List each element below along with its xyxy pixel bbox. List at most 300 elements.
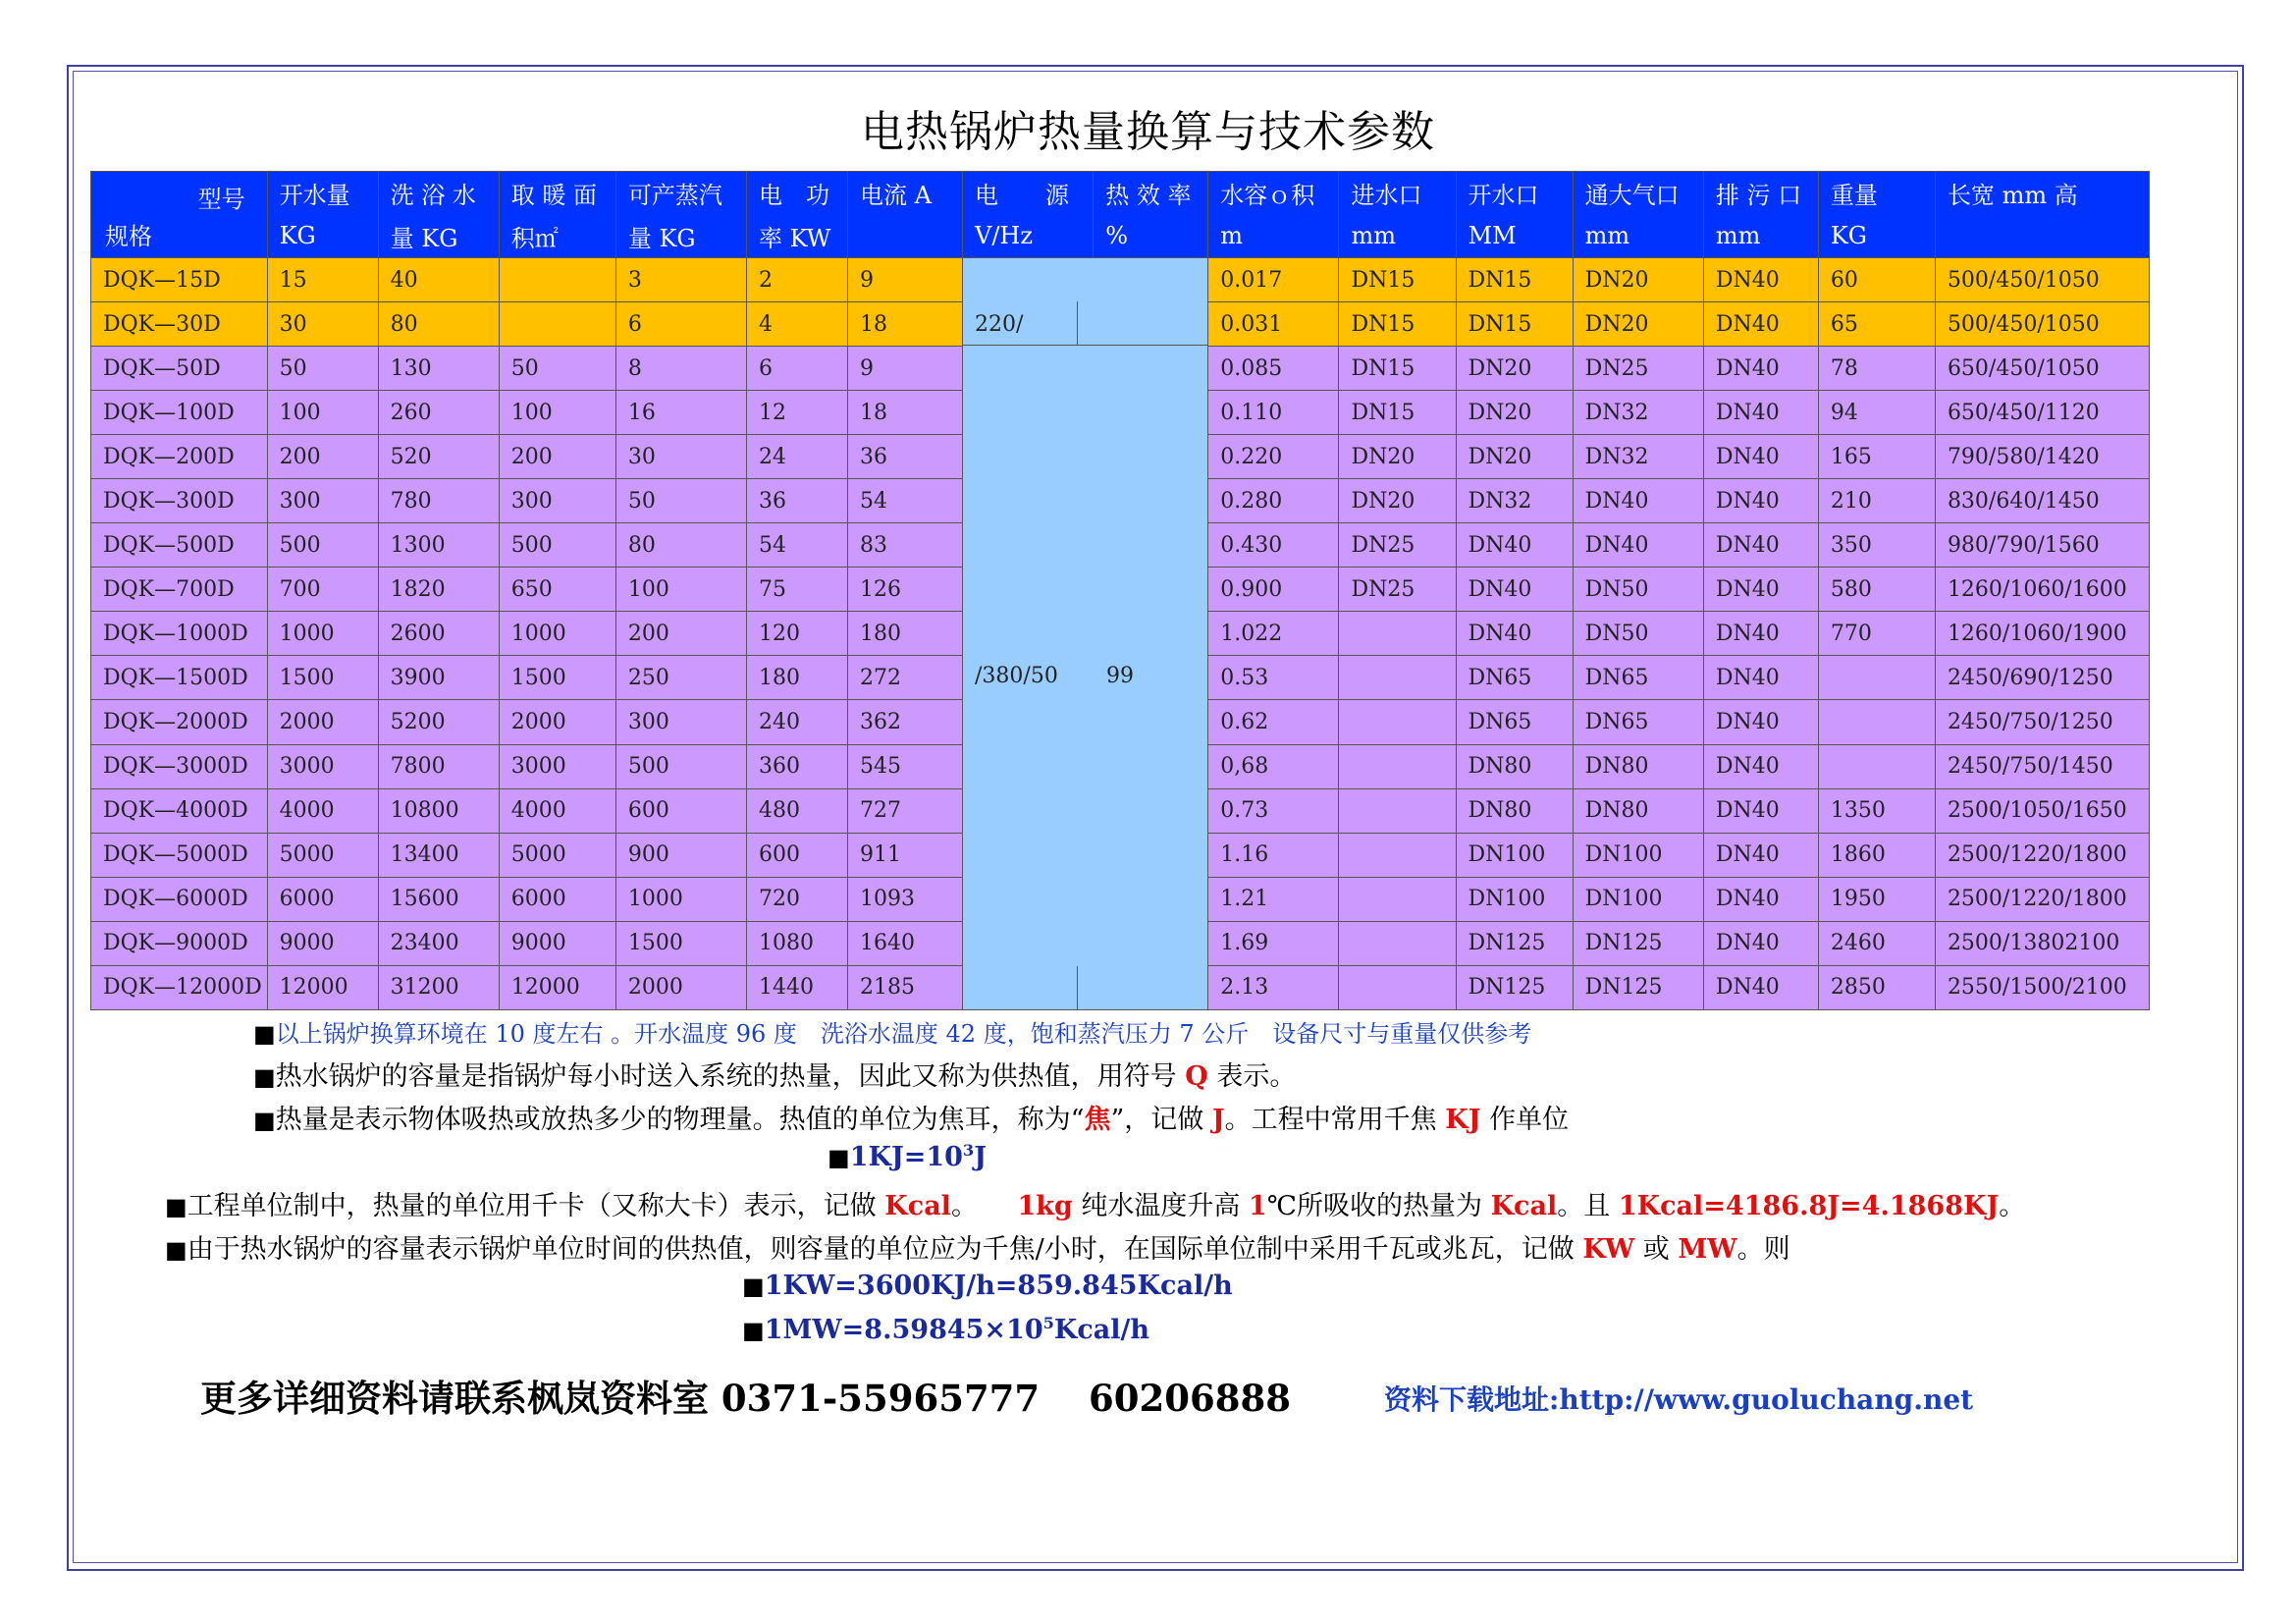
header-cell-top: 电 源 xyxy=(963,172,1094,215)
cell-water: 15 xyxy=(267,258,378,302)
cell-amp: 36 xyxy=(847,435,962,479)
cell-heat: 100 xyxy=(499,391,615,435)
cell-water: 9000 xyxy=(267,921,378,965)
header-corner-bottom: 规格 xyxy=(105,223,152,250)
bullet-square-icon: ■ xyxy=(742,1272,765,1300)
cell-kw: 12 xyxy=(747,391,848,435)
cell-size: 2450/690/1250 xyxy=(1935,656,2149,700)
note-kcal-mid: 纯水温度升高 xyxy=(1072,1191,1249,1221)
formula-kj-a: 1KJ=10 xyxy=(849,1142,963,1172)
cell-model: DQK—30D xyxy=(91,302,268,347)
cell-bath: 7800 xyxy=(378,744,499,788)
cell-bath: 10800 xyxy=(378,788,499,833)
cell-bath: 2600 xyxy=(378,612,499,656)
formula-kj-exp: 3 xyxy=(962,1141,975,1160)
cell-vol: 0.73 xyxy=(1208,788,1339,833)
cell-outlet: DN65 xyxy=(1456,700,1573,744)
header-corner-cell xyxy=(91,172,268,258)
header-cell-bottom: MM xyxy=(1456,215,1573,258)
header-cell-bottom: 率 KW xyxy=(747,215,848,258)
header-cell-top: 长宽 mm 高 xyxy=(1935,172,2149,215)
cell-model: DQK—100D xyxy=(91,391,268,435)
cell-model: DQK—50D xyxy=(91,347,268,391)
cell-bath: 3900 xyxy=(378,656,499,700)
cell-model: DQK—1000D xyxy=(91,612,268,656)
formula-kj-b: J xyxy=(974,1142,987,1172)
note-heat-text: 热量是表示物体吸热或放热多少的物理量。热值的单位为焦耳，称为“ xyxy=(275,1105,1085,1135)
formula-kw-text: 1KW=3600KJ/h=859.845Kcal/h xyxy=(764,1271,1233,1301)
unit-kcal: Kcal xyxy=(884,1191,951,1221)
formula-mw-b: Kcal/h xyxy=(1053,1315,1150,1345)
power-efficiency-cell xyxy=(963,258,1208,1010)
cell-bath: 780 xyxy=(378,479,499,523)
header-cell-bottom: mm xyxy=(1573,215,1703,258)
header-cell-top: 热 效 率 xyxy=(1094,172,1208,215)
cell-kw: 360 xyxy=(747,744,848,788)
power-voltage-top: 220/ xyxy=(975,312,1024,337)
cell-vent: DN65 xyxy=(1573,700,1703,744)
cell-weight: 1860 xyxy=(1818,833,1935,877)
cell-weight: 2460 xyxy=(1818,921,1935,965)
cell-weight: 770 xyxy=(1818,612,1935,656)
unit-kcal-2: Kcal xyxy=(1490,1191,1558,1221)
note-capacity-text: 热水锅炉的容量是指锅炉每小时送入系统的热量，因此又称为供热值，用符号 xyxy=(275,1061,1186,1092)
cell-vent: DN40 xyxy=(1573,523,1703,568)
cell-heat: 9000 xyxy=(499,921,615,965)
cell-vol: 0.280 xyxy=(1208,479,1339,523)
cell-drain: DN40 xyxy=(1703,479,1818,523)
note-conditions xyxy=(253,1014,1531,1049)
cell-bath: 40 xyxy=(378,258,499,302)
unit-kw: KW xyxy=(1582,1234,1635,1265)
cell-drain: DN40 xyxy=(1703,523,1818,568)
formula-mw xyxy=(742,1314,1149,1345)
cell-weight: 65 xyxy=(1818,302,1935,347)
term-1: 1 xyxy=(1249,1191,1267,1221)
cell-outlet: DN80 xyxy=(1456,744,1573,788)
cell-vent: DN80 xyxy=(1573,744,1703,788)
cell-bath: 80 xyxy=(378,302,499,347)
cell-bath: 1820 xyxy=(378,568,499,612)
power-divider-h xyxy=(963,345,1207,346)
cell-weight xyxy=(1818,744,1935,788)
note-kw-text: 由于热水锅炉的容量表示锅炉单位时间的供热值，则容量的单位应为千焦/小时，在国际单位制中采用千瓦或兆瓦，记做 xyxy=(187,1234,1583,1265)
symbol-q: Q xyxy=(1185,1061,1208,1092)
cell-heat: 3000 xyxy=(499,744,615,788)
table-header xyxy=(91,172,2150,258)
cell-model: DQK—300D xyxy=(91,479,268,523)
cell-heat: 6000 xyxy=(499,877,615,921)
cell-amp: 2185 xyxy=(847,965,962,1009)
cell-size: 2500/13802100 xyxy=(1935,921,2149,965)
header-cell-bottom: KG xyxy=(267,215,378,258)
cell-weight: 210 xyxy=(1818,479,1935,523)
cell-heat: 50 xyxy=(499,347,615,391)
cell-heat: 200 xyxy=(499,435,615,479)
cell-kw: 1080 xyxy=(747,921,848,965)
formula-kw xyxy=(742,1271,1233,1301)
cell-kw: 600 xyxy=(747,833,848,877)
cell-inlet: DN15 xyxy=(1339,258,1456,302)
cell-model: DQK—6000D xyxy=(91,877,268,921)
cell-outlet: DN80 xyxy=(1456,788,1573,833)
note-kw-mw xyxy=(165,1227,1790,1266)
cell-drain: DN40 xyxy=(1703,391,1818,435)
cell-model: DQK—5000D xyxy=(91,833,268,877)
header-cell-top: 电 功 xyxy=(747,172,848,215)
cell-kw: 4 xyxy=(747,302,848,347)
cell-bath: 520 xyxy=(378,435,499,479)
cell-bath: 13400 xyxy=(378,833,499,877)
cell-steam: 50 xyxy=(615,479,746,523)
cell-water: 2000 xyxy=(267,700,378,744)
cell-outlet: DN100 xyxy=(1456,833,1573,877)
cell-drain: DN40 xyxy=(1703,347,1818,391)
bullet-square-icon: ■ xyxy=(253,1107,276,1134)
term-jiao: 焦 xyxy=(1084,1105,1111,1135)
cell-drain: DN40 xyxy=(1703,877,1818,921)
cell-model: DQK—15D xyxy=(91,258,268,302)
cell-vol: 1.69 xyxy=(1208,921,1339,965)
cell-model: DQK—2000D xyxy=(91,700,268,744)
term-1kg: 1kg xyxy=(1017,1191,1073,1221)
cell-steam: 300 xyxy=(615,700,746,744)
cell-kw: 6 xyxy=(747,347,848,391)
cell-amp: 54 xyxy=(847,479,962,523)
cell-water: 5000 xyxy=(267,833,378,877)
cell-vol: 0.220 xyxy=(1208,435,1339,479)
cell-weight: 350 xyxy=(1818,523,1935,568)
spec-table xyxy=(90,171,2150,1010)
cell-steam: 900 xyxy=(615,833,746,877)
cell-model: DQK—12000D xyxy=(91,965,268,1009)
cell-outlet: DN40 xyxy=(1456,612,1573,656)
cell-drain: DN40 xyxy=(1703,833,1818,877)
cell-outlet: DN65 xyxy=(1456,656,1573,700)
cell-vol: 0.085 xyxy=(1208,347,1339,391)
cell-outlet: DN40 xyxy=(1456,523,1573,568)
bullet-square-icon: ■ xyxy=(828,1144,850,1171)
cell-outlet: DN40 xyxy=(1456,568,1573,612)
cell-steam: 200 xyxy=(615,612,746,656)
header-cell-top: 可产蒸汽 xyxy=(615,172,746,215)
cell-bath: 23400 xyxy=(378,921,499,965)
cell-steam: 600 xyxy=(615,788,746,833)
cell-vol: 1.16 xyxy=(1208,833,1339,877)
note-kcal xyxy=(165,1184,2025,1222)
cell-outlet: DN125 xyxy=(1456,965,1573,1009)
cell-water: 6000 xyxy=(267,877,378,921)
cell-heat: 1500 xyxy=(499,656,615,700)
cell-bath: 5200 xyxy=(378,700,499,744)
cell-steam: 30 xyxy=(615,435,746,479)
cell-inlet: DN20 xyxy=(1339,479,1456,523)
cell-size: 980/790/1560 xyxy=(1935,523,2149,568)
cell-amp: 545 xyxy=(847,744,962,788)
cell-water: 700 xyxy=(267,568,378,612)
cell-outlet: DN20 xyxy=(1456,347,1573,391)
note-heat-mid2: 。工程中常用千焦 xyxy=(1224,1105,1446,1135)
cell-vol: 0.53 xyxy=(1208,656,1339,700)
cell-model: DQK—9000D xyxy=(91,921,268,965)
cell-outlet: DN125 xyxy=(1456,921,1573,965)
note-capacity-tail: 表示。 xyxy=(1207,1061,1297,1092)
cell-kw: 240 xyxy=(747,700,848,744)
cell-kw: 120 xyxy=(747,612,848,656)
cell-water: 3000 xyxy=(267,744,378,788)
cell-amp: 18 xyxy=(847,391,962,435)
cell-water: 30 xyxy=(267,302,378,347)
cell-drain: DN40 xyxy=(1703,258,1818,302)
cell-vol: 0.62 xyxy=(1208,700,1339,744)
cell-amp: 180 xyxy=(847,612,962,656)
power-voltage-main: /380/50 xyxy=(975,663,1058,688)
header-cell-top: 取 暖 面 xyxy=(499,172,615,215)
cell-vol: 0.031 xyxy=(1208,302,1339,347)
cell-vent: DN40 xyxy=(1573,479,1703,523)
cell-steam: 1500 xyxy=(615,921,746,965)
header-cell-top: 重量 xyxy=(1818,172,1935,215)
cell-model: DQK—700D xyxy=(91,568,268,612)
cell-water: 100 xyxy=(267,391,378,435)
note-heat-tail: 作单位 xyxy=(1480,1105,1570,1135)
cell-amp: 911 xyxy=(847,833,962,877)
header-cell-top: 进水口 xyxy=(1339,172,1456,215)
formula-mw-a: 1MW=8.59845×10 xyxy=(764,1315,1043,1345)
header-cell-top: 水容ｏ积 xyxy=(1208,172,1339,215)
note-kcal-text: 工程单位制中，热量的单位用千卡（又称大卡）表示，记做 xyxy=(187,1191,885,1221)
efficiency-value: 99 xyxy=(1106,663,1134,688)
cell-kw: 720 xyxy=(747,877,848,921)
cell-outlet: DN15 xyxy=(1456,302,1573,347)
cell-inlet xyxy=(1339,612,1456,656)
cell-weight: 60 xyxy=(1818,258,1935,302)
cell-inlet xyxy=(1339,877,1456,921)
cell-size: 790/580/1420 xyxy=(1935,435,2149,479)
cell-kw: 54 xyxy=(747,523,848,568)
cell-vent: DN20 xyxy=(1573,302,1703,347)
note-heat-mid: ”，记做 xyxy=(1110,1105,1212,1135)
header-corner-top: 型号 xyxy=(197,186,245,213)
cell-kw: 2 xyxy=(747,258,848,302)
footer-download-link[interactable]: 资料下载地址:http://www.guoluchang.net xyxy=(1384,1383,1974,1416)
cell-steam: 250 xyxy=(615,656,746,700)
cell-water: 200 xyxy=(267,435,378,479)
cell-vol: 1.022 xyxy=(1208,612,1339,656)
cell-inlet: DN15 xyxy=(1339,302,1456,347)
header-cell-bottom xyxy=(847,215,962,258)
cell-steam: 1000 xyxy=(615,877,746,921)
cell-drain: DN40 xyxy=(1703,302,1818,347)
cell-model: DQK—1500D xyxy=(91,656,268,700)
header-cell-top: 通大气口 xyxy=(1573,172,1703,215)
note-kcal-gap: 。 xyxy=(950,1191,1018,1221)
cell-size: 830/640/1450 xyxy=(1935,479,2149,523)
cell-weight: 165 xyxy=(1818,435,1935,479)
cell-drain: DN40 xyxy=(1703,568,1818,612)
cell-outlet: DN20 xyxy=(1456,391,1573,435)
unit-kj: KJ xyxy=(1445,1105,1481,1135)
cell-inlet: DN15 xyxy=(1339,391,1456,435)
cell-inlet: DN25 xyxy=(1339,568,1456,612)
cell-amp: 18 xyxy=(847,302,962,347)
cell-model: DQK—500D xyxy=(91,523,268,568)
cell-vol: 0.110 xyxy=(1208,391,1339,435)
cell-model: DQK—200D xyxy=(91,435,268,479)
cell-weight: 1950 xyxy=(1818,877,1935,921)
cell-outlet: DN15 xyxy=(1456,258,1573,302)
cell-outlet: DN32 xyxy=(1456,479,1573,523)
cell-vent: DN32 xyxy=(1573,391,1703,435)
cell-water: 500 xyxy=(267,523,378,568)
bullet-square-icon: ■ xyxy=(253,1063,276,1091)
header-cell-top: 开水口 xyxy=(1456,172,1573,215)
cell-drain: DN40 xyxy=(1703,612,1818,656)
header-row-1 xyxy=(91,172,2150,215)
cell-vent: DN80 xyxy=(1573,788,1703,833)
cell-amp: 9 xyxy=(847,347,962,391)
cell-size: 2550/1500/2100 xyxy=(1935,965,2149,1009)
cell-drain: DN40 xyxy=(1703,788,1818,833)
cell-size: 500/450/1050 xyxy=(1935,258,2149,302)
cell-water: 300 xyxy=(267,479,378,523)
cell-bath: 1300 xyxy=(378,523,499,568)
cell-water: 1500 xyxy=(267,656,378,700)
equation-kcal: 1Kcal=4186.8J=4.1868KJ xyxy=(1618,1191,2000,1221)
note-conditions-text: 以上锅炉换算环境在 10 度左右 。开水温度 96 度 洗浴水温度 42 度，饱和蒸汽压力 7 公斤 设备尺寸与重量仅供参考 xyxy=(275,1020,1532,1048)
cell-heat: 650 xyxy=(499,568,615,612)
header-cell-bottom: KG xyxy=(1818,215,1935,258)
header-cell-bottom: 量 KG xyxy=(615,215,746,258)
cell-heat: 5000 xyxy=(499,833,615,877)
cell-heat: 12000 xyxy=(499,965,615,1009)
header-row-2 xyxy=(91,215,2150,258)
cell-amp: 126 xyxy=(847,568,962,612)
cell-weight: 94 xyxy=(1818,391,1935,435)
cell-amp: 727 xyxy=(847,788,962,833)
cell-vol: 0.430 xyxy=(1208,523,1339,568)
cell-kw: 24 xyxy=(747,435,848,479)
cell-outlet: DN100 xyxy=(1456,877,1573,921)
cell-kw: 180 xyxy=(747,656,848,700)
cell-size: 2500/1220/1800 xyxy=(1935,833,2149,877)
cell-drain: DN40 xyxy=(1703,744,1818,788)
cell-size: 650/450/1050 xyxy=(1935,347,2149,391)
cell-size: 2450/750/1450 xyxy=(1935,744,2149,788)
cell-vol: 0.900 xyxy=(1208,568,1339,612)
cell-outlet: DN20 xyxy=(1456,435,1573,479)
note-heat-unit xyxy=(253,1098,1569,1136)
unit-j: J xyxy=(1211,1105,1225,1135)
cell-weight: 2850 xyxy=(1818,965,1935,1009)
power-divider-top xyxy=(1077,301,1078,345)
cell-heat: 1000 xyxy=(499,612,615,656)
cell-inlet xyxy=(1339,788,1456,833)
cell-inlet xyxy=(1339,700,1456,744)
cell-inlet: DN15 xyxy=(1339,347,1456,391)
cell-inlet: DN20 xyxy=(1339,435,1456,479)
cell-size: 2450/750/1250 xyxy=(1935,700,2149,744)
header-cell-bottom: mm xyxy=(1703,215,1818,258)
cell-vent: DN20 xyxy=(1573,258,1703,302)
bullet-square-icon: ■ xyxy=(742,1317,765,1344)
cell-weight: 580 xyxy=(1818,568,1935,612)
bullet-square-icon: ■ xyxy=(253,1020,276,1048)
header-cell-bottom: 积㎡ xyxy=(499,215,615,258)
cell-heat xyxy=(499,258,615,302)
cell-steam: 16 xyxy=(615,391,746,435)
cell-kw: 36 xyxy=(747,479,848,523)
cell-water: 50 xyxy=(267,347,378,391)
cell-model: DQK—3000D xyxy=(91,744,268,788)
cell-vol: 2.13 xyxy=(1208,965,1339,1009)
header-cell-top: 电流 A xyxy=(847,172,962,215)
header-cell-top: 排 污 口 xyxy=(1703,172,1818,215)
cell-kw: 75 xyxy=(747,568,848,612)
cell-kw: 480 xyxy=(747,788,848,833)
cell-vent: DN32 xyxy=(1573,435,1703,479)
cell-vent: DN50 xyxy=(1573,612,1703,656)
cell-vent: DN125 xyxy=(1573,921,1703,965)
cell-vent: DN50 xyxy=(1573,568,1703,612)
cell-inlet xyxy=(1339,833,1456,877)
footer-contact: 更多详细资料请联系枫岚资料室 0371-55965777 60206888 xyxy=(200,1377,1292,1420)
cell-weight xyxy=(1818,700,1935,744)
note-kcal-mid3: 。且 xyxy=(1557,1191,1619,1221)
header-cell-top: 洗 浴 水 xyxy=(378,172,499,215)
cell-heat: 300 xyxy=(499,479,615,523)
cell-inlet xyxy=(1339,656,1456,700)
cell-size: 1260/1060/1900 xyxy=(1935,612,2149,656)
table-body xyxy=(91,258,2150,1010)
note-kw-mid: 或 xyxy=(1634,1234,1679,1265)
cell-kw: 1440 xyxy=(747,965,848,1009)
cell-bath: 260 xyxy=(378,391,499,435)
note-capacity xyxy=(253,1055,1296,1093)
table-row xyxy=(91,258,2150,302)
cell-vol: 1.21 xyxy=(1208,877,1339,921)
header-cell-bottom xyxy=(1935,215,2149,258)
cell-weight xyxy=(1818,656,1935,700)
cell-drain: DN40 xyxy=(1703,965,1818,1009)
cell-vol: 0.017 xyxy=(1208,258,1339,302)
cell-amp: 272 xyxy=(847,656,962,700)
cell-size: 500/450/1050 xyxy=(1935,302,2149,347)
header-cell-bottom: % xyxy=(1094,215,1208,258)
cell-water: 4000 xyxy=(267,788,378,833)
cell-inlet xyxy=(1339,965,1456,1009)
cell-heat xyxy=(499,302,615,347)
cell-drain: DN40 xyxy=(1703,921,1818,965)
cell-vent: DN125 xyxy=(1573,965,1703,1009)
bullet-square-icon: ■ xyxy=(165,1193,187,1220)
header-cell-bottom: V/Hz xyxy=(963,215,1094,258)
unit-mw: MW xyxy=(1678,1234,1737,1265)
cell-steam: 3 xyxy=(615,258,746,302)
cell-vent: DN65 xyxy=(1573,656,1703,700)
cell-water: 1000 xyxy=(267,612,378,656)
cell-heat: 2000 xyxy=(499,700,615,744)
cell-size: 2500/1220/1800 xyxy=(1935,877,2149,921)
cell-bath: 130 xyxy=(378,347,499,391)
cell-steam: 80 xyxy=(615,523,746,568)
cell-weight: 1350 xyxy=(1818,788,1935,833)
cell-amp: 83 xyxy=(847,523,962,568)
note-kcal-mid2: ℃所吸收的热量为 xyxy=(1266,1191,1491,1221)
cell-size: 650/450/1120 xyxy=(1935,391,2149,435)
cell-drain: DN40 xyxy=(1703,656,1818,700)
cell-drain: DN40 xyxy=(1703,435,1818,479)
